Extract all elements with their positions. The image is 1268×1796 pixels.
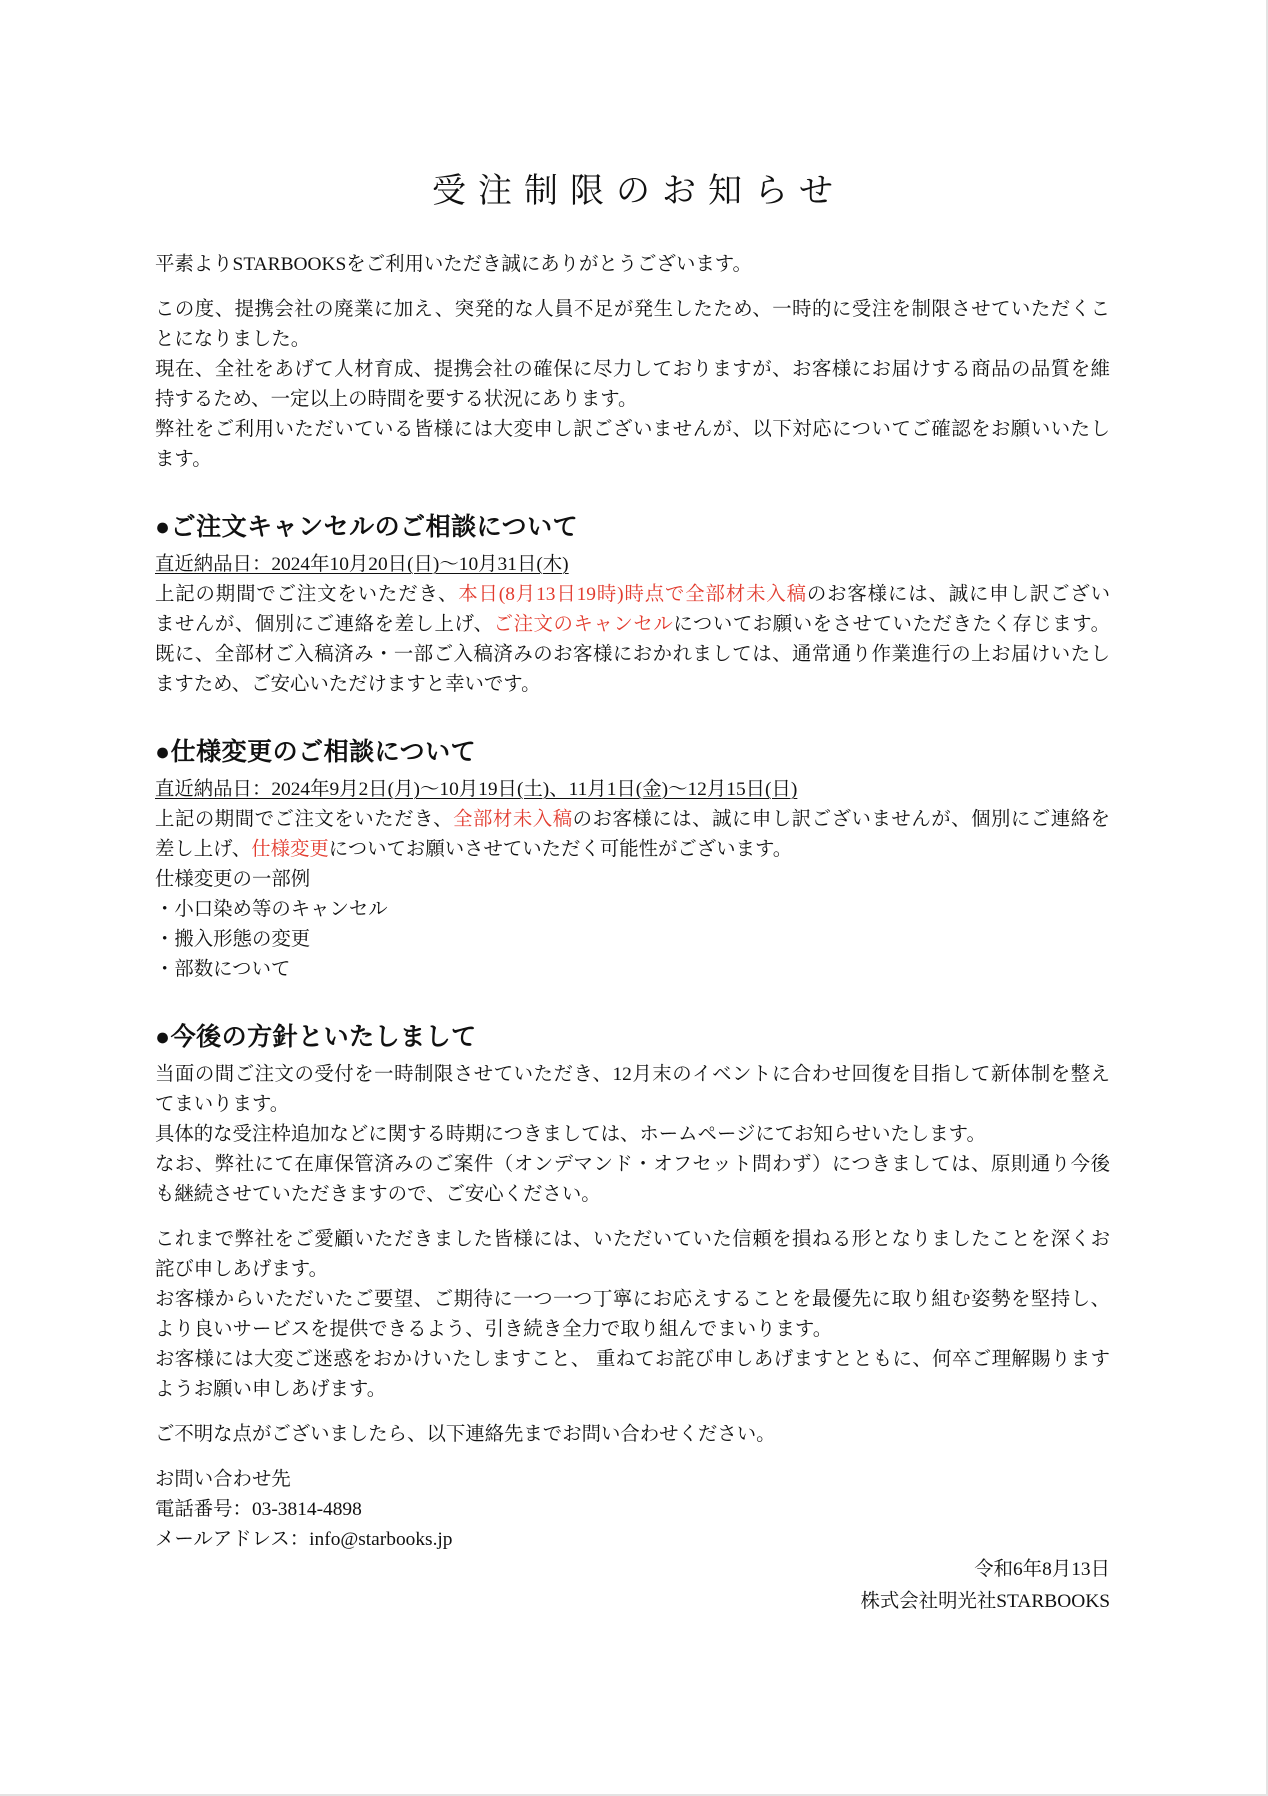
- spec-example-item: ・搬入形態の変更: [155, 929, 311, 950]
- signature-block: [155, 1555, 1110, 1617]
- policy-body-line: 具体的な受注枠追加などに関する時期につきましては、ホームページにてお知らせいたします。: [155, 1124, 986, 1145]
- signature-date: 令和6年8月13日: [974, 1559, 1110, 1580]
- apology-line: これまで弊社をご愛顧いただきました皆様には、いただいていた信頼を損ねる形となりましたことを深くお: [155, 1229, 1110, 1250]
- policy-body-line: 当面の間ご注文の受付を一時制限させていただき、12月末のイベントに合わせ回復を目指して新体制を整え: [155, 1064, 1110, 1085]
- spec-section-heading: ●仕様変更のご相談について: [155, 739, 477, 766]
- apology-line: お客様には大変ご迷惑をおかけいたしますこと、 重ねてお詫び申しあげますとともに、何卒ご理解賜ります: [155, 1349, 1110, 1370]
- highlighted-text: ご注文のキャンセル: [493, 614, 674, 635]
- overview-line: とになりました。: [155, 329, 311, 350]
- text-segment: のお客様には、誠に申し訳ござい: [806, 584, 1111, 605]
- spec-examples-label: 仕様変更の一部例: [155, 869, 311, 890]
- contact-block: [155, 1465, 1110, 1555]
- overview-line: この度、提携会社の廃業に加え、突発的な人員不足が発生したため、一時的に受注を制限させていただくこ: [155, 299, 1110, 320]
- spec-example-item: ・小口染め等のキャンセル: [155, 899, 388, 920]
- contact-email: メールアドレス：info@starbooks.jp: [155, 1529, 453, 1550]
- policy-body-line: なお、弊社にて在庫保管済みのご案件（オンデマンド・オフセット問わず）につきましては、原則通り今後: [155, 1154, 1110, 1175]
- text-segment: 差し上げ、: [155, 839, 252, 860]
- contact-label: お問い合わせ先: [155, 1469, 291, 1490]
- cancel-section-heading: ●ご注文キャンセルのご相談について: [155, 514, 579, 541]
- policy-section: [155, 1020, 1110, 1210]
- apology-line: より良いサービスを提供できるよう、引き続き全力で取り組んでまいります。: [155, 1319, 833, 1340]
- apology-paragraph: [155, 1225, 1110, 1405]
- spec-section: [155, 735, 1110, 985]
- overview-paragraph: [155, 295, 1110, 475]
- inquiry-note: ご不明な点がございましたら、以下連絡先までお問い合わせください。: [155, 1424, 776, 1445]
- text-segment: のお客様には、誠に申し訳ございませんが、個別にご連絡を: [572, 809, 1111, 830]
- contact-phone: 電話番号：03-3814-4898: [155, 1499, 362, 1520]
- spec-example-item: ・部数について: [155, 959, 291, 980]
- page-title: 受注制限のお知らせ: [432, 173, 845, 210]
- spec-body-line: [155, 805, 1110, 835]
- policy-section-heading: ●今後の方針といたしまして: [155, 1024, 477, 1051]
- apology-line: お客様からいただいたご要望、ご期待に一つ一つ丁寧にお応えすることを最優先に取り組む姿勢を堅持し、: [155, 1289, 1110, 1310]
- cancel-period: 直近納品日：2024年10月20日(日)〜10月31日(木): [155, 554, 569, 575]
- text-segment: についてお願いをさせていただきたく存じます。: [673, 614, 1111, 635]
- apology-line: 詫び申しあげます。: [155, 1259, 328, 1280]
- highlighted-text: 仕様変更: [251, 839, 329, 860]
- cancel-body-line: ますため、ご安心いただけますと幸いです。: [155, 674, 541, 695]
- overview-line: 弊社をご利用いただいている皆様には大変申し訳ございませんが、以下対応についてご確認をお願いいたし: [155, 419, 1110, 440]
- apology-line: ようお願い申しあげます。: [155, 1379, 387, 1400]
- cancel-body-line: 既に、全部材ご入稿済み・一部ご入稿済みのお客様におかれましては、通常通り作業進行の上お届けいたし: [155, 644, 1110, 665]
- spec-body-line: [155, 835, 1110, 865]
- text-segment: 上記の期間でご注文をいただき、: [155, 809, 454, 830]
- overview-line: 持するため、一定以上の時間を要する状況にあります。: [155, 389, 638, 410]
- text-segment: ませんが、個別にご連絡を差し上げ、: [155, 614, 494, 635]
- text-segment: 上記の期間でご注文をいただき、: [155, 584, 459, 605]
- cancel-section: [155, 510, 1110, 700]
- text-segment: についてお願いさせていただく可能性がございます。: [328, 839, 793, 860]
- cancel-period-line: [155, 550, 1110, 580]
- overview-line: ます。: [155, 449, 212, 470]
- cancel-body-line: [155, 610, 1110, 640]
- cancel-body-line: [155, 580, 1110, 610]
- notice-content: [155, 172, 1110, 1617]
- greeting-line: 平素よりSTARBOOKSをご利用いただき誠にありがとうございます。: [155, 254, 752, 275]
- spec-period: 直近納品日：2024年9月2日(月)〜10月19日(土)、11月1日(金)〜12月15日(日): [155, 779, 798, 800]
- spec-period-line: [155, 775, 1110, 805]
- highlighted-text: 本日(8月13日19時)時点で全部材未入稿: [458, 584, 807, 605]
- highlighted-text: 全部材未入稿: [453, 809, 573, 830]
- signature-company: 株式会社明光社STARBOOKS: [860, 1591, 1110, 1612]
- policy-body-line: てまいります。: [155, 1094, 290, 1115]
- policy-body-line: も継続させていただきますので、ご安心ください。: [155, 1184, 601, 1205]
- overview-line: 現在、全社をあげて人材育成、提携会社の確保に尽力しておりますが、お客様にお届けする商品の品質を維: [155, 359, 1110, 380]
